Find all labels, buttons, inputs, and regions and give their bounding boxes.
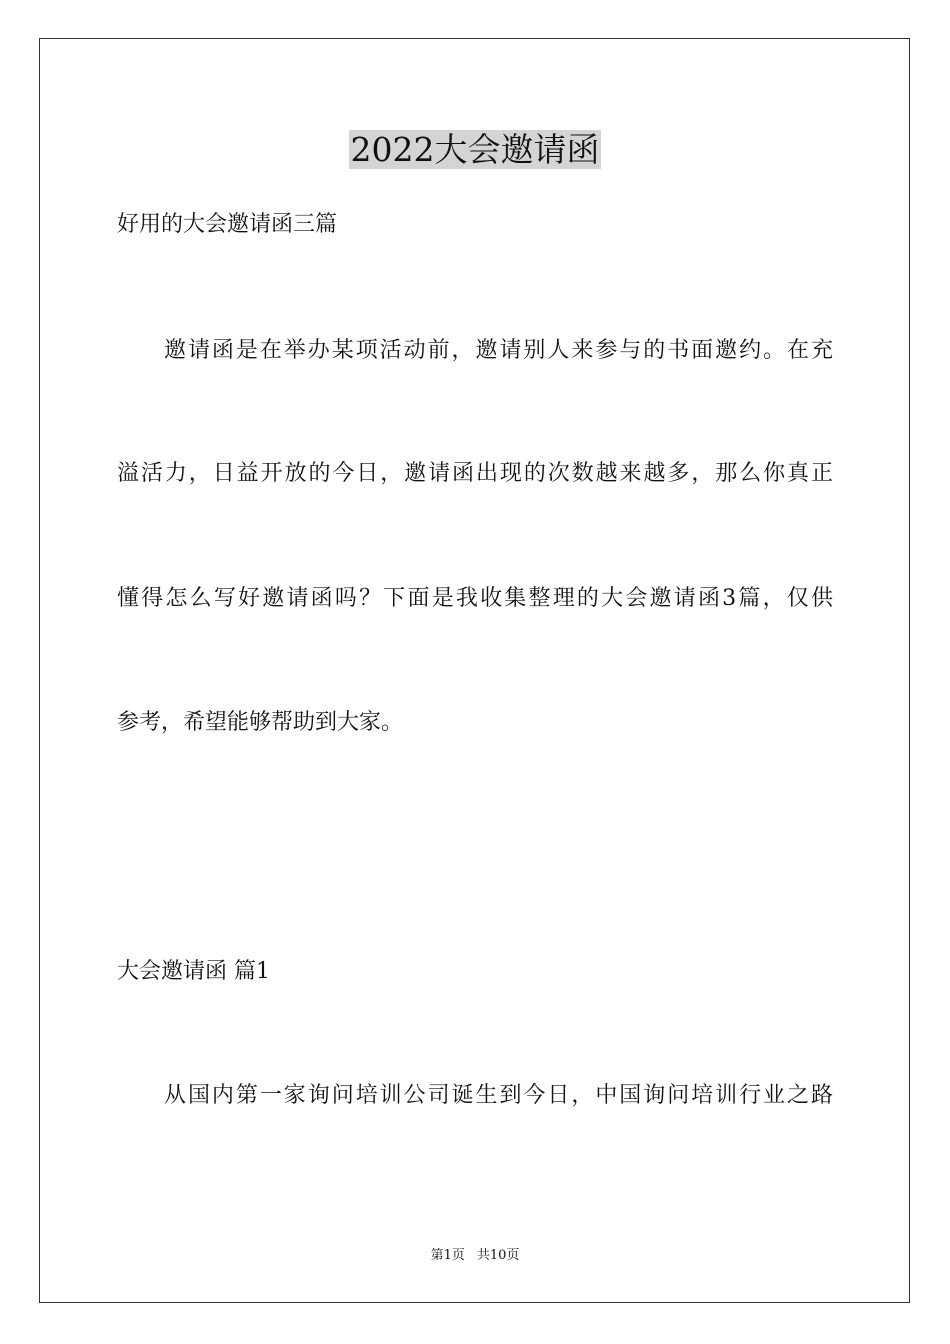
intro-paragraph-line: 邀请函是在举办某项活动前，邀请别人来参与的书面邀约。在充 [164, 338, 833, 363]
intro-paragraph-line: 参考，希望能够帮助到大家。 [117, 710, 404, 735]
section-paragraph-line: 从国内第一家询问培训公司诞生到今日，中国询问培训行业之路 [164, 1083, 833, 1108]
document-subtitle: 好用的大会邀请函三篇 [117, 212, 338, 237]
page-footer [0, 1247, 950, 1265]
page-total: 共10页 [476, 1248, 520, 1263]
document-title [0, 128, 950, 172]
section-heading: 大会邀请函 篇1 [117, 959, 270, 984]
intro-paragraph-line: 溢活力，日益开放的今日，邀请函出现的次数越来越多，那么你真正 [117, 461, 833, 486]
document-title-text: 2022大会邀请函 [350, 130, 600, 169]
page-number: 第1页 [430, 1248, 465, 1263]
intro-paragraph-line: 懂得怎么写好邀请函吗？下面是我收集整理的大会邀请函3篇，仅供 [117, 586, 833, 611]
